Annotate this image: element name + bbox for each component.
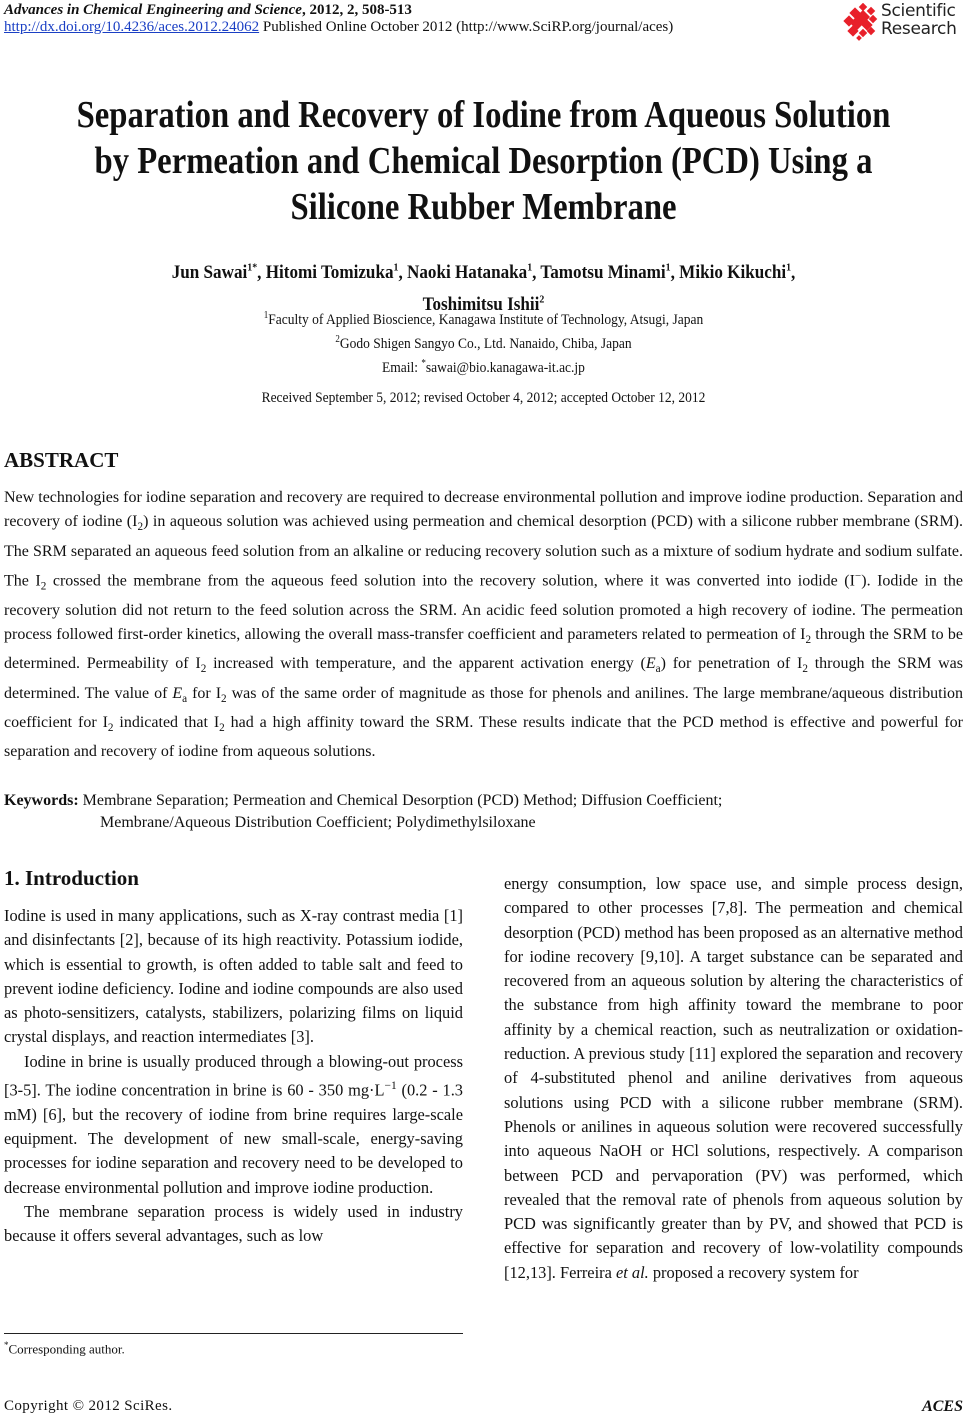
footnote-divider: [4, 1333, 463, 1334]
volume-info: , 2012, 2, 508-513: [301, 2, 412, 18]
keywords-line-1: Membrane Separation; Permeation and Chemical Desorption (PCD) Method; Diffusion Coefficient;: [78, 792, 723, 809]
affiliation-2: $^2$Godo Shigen Sangyo Co., Ltd. Nanaido, Chiba, Japan: [335, 334, 632, 352]
keywords: [4, 790, 722, 834]
author-list: Jun Sawai$^{1*}$, Hitomi Tomizuka$^1$, Naoki Hatanaka$^1$, Tamotsu Minami$^1$, Mikio Kikuchi$^1$, Toshimitsu Ishii$^2$: [171, 262, 796, 315]
doi-link[interactable]: http://dx.doi.org/10.4236/aces.2012.24062: [4, 19, 260, 35]
email-address[interactable]: sawai@bio.kanagawa-it.ac.jp: [425, 360, 585, 376]
intro-paragraph-2: Iodine in brine is usually produced through a blowing-out process [3-5]. The iodine concentration in brine is 60 - 350 $mg\cdot L^{-1}$ (0.2 - 1.3 mM) [6], but the recovery of iodine from brine requires large-scale equipment. The development of new small-scale, energy-saving processes for iodine separation and recovery need to be developed to decrease environmental pollution and improve iodine production.: [4, 1051, 463, 1197]
intro-paragraph-3: The membrane separation process is widely used in industry because it offers several advantages, such as low: [4, 1202, 463, 1246]
doi-line: [4, 19, 673, 36]
section-heading-introduction: 1. Introduction: [4, 866, 139, 890]
affiliations: [48, 306, 918, 378]
logo-text-research: Research: [881, 19, 957, 39]
intro-paragraph-3-continued: energy consumption, low space use, and simple process design, compared to other processes [7,8]. The permeation and chemical desorption (PCD) method has been proposed as an alternative method for iodine recovery [9,10]. A target substance can be separated and recovered from an aqueous solution by altering the characteristics of the substance from high affinity toward the membrane to poor affinity by a chemical reaction, such as neutralization or oxidation-reduction. A previous study [11] explored the separation and recovery of 4-substituted phenol and aniline derivatives from aqueous solutions using PCD with a silicone rubber membrane (SRM). Phenols or anilines in aqueous solution were recovered successfully into aqueous NaOH or HCl solutions, respectively. A comparison between PCD and pervaporation (PV) was performed, which revealed that the removal rate of phenols from aqueous solution by PCD was significantly greater than by PV, and showed that PCD is effective for separation and recovery of low-volatility compounds [12,13]. Ferreira et al. proposed a recovery system for: [504, 874, 963, 1282]
column-left: [4, 904, 463, 1249]
title-line-3: Silicone Rubber Membrane: [290, 186, 677, 228]
column-right: [504, 872, 963, 1285]
diamond-cluster-icon: [841, 3, 881, 41]
email-line: Email: *sawai@bio.kanagawa-it.ac.jp: [382, 358, 585, 376]
logo-diamond: [856, 35, 862, 41]
author: Tamotsu Minami$^1$: [540, 262, 671, 284]
published-online: Published Online October 2012 (http://www.SciRP.org/journal/aces): [259, 19, 674, 35]
keywords-label: Keywords:: [4, 792, 79, 809]
scientific-research-logo: [841, 0, 965, 42]
abstract-heading: ABSTRACT: [4, 448, 119, 472]
logo-diamond: [869, 15, 877, 23]
author: Hitomi Tomizuka$^1$: [265, 262, 399, 284]
journal-name: Advances in Chemical Engineering and Science: [4, 2, 302, 18]
received-dates: Received September 5, 2012; revised October 4, 2012; accepted October 12, 2012: [261, 390, 706, 406]
author: Jun Sawai$^{1*}$: [171, 262, 258, 284]
title-line-2: by Permeation and Chemical Desorption (PCD) Using a: [94, 140, 873, 182]
paper-title: [68, 92, 900, 230]
logo-diamond: [859, 29, 867, 37]
journal-abbreviation: ACES: [922, 1398, 963, 1415]
journal-citation: [4, 2, 412, 19]
affiliation-1: $^1$Faculty of Applied Bioscience, Kanagawa Institute of Technology, Atsugi, Japan: [263, 310, 704, 328]
logo-diamond: [867, 7, 875, 15]
abstract-body: New technologies for iodine separation and recovery are required to decrease environmental pollution and improve iodine production. Separation and recovery of iodine $(I_2)$ in aqueous solution was achieved using permeation and chemical desorption (PCD) with a silicone rubber membrane (SRM). The SRM separated an aqueous feed solution from an alkaline or reducing recovery solution such as a mixture of sodium hydrate and sodium sulfate. The $I_2$ crossed the membrane from the aqueous feed solution into the recovery solution, where it was converted into iodide (I−). Iodide in the recovery solution did not return to the feed solution across the SRM. An acidic feed solution promoted a high recovery of iodine. The permeation process followed first-order kinetics, allowing the overall mass-transfer coefficient and parameters related to permeation of $I_2$ through the SRM to be determined. Permeability of $I_2$ increased with temperature, and the apparent activation energy $(E_a)$ for penetration of $I_2$ through the SRM was determined. The value of $E_a$ for $I_2$ was of the same order of magnitude as those for phenols and anilines. The large membrane/aqueous distribution coefficient for $I_2$ indicated that $I_2$ had a high affinity toward the SRM. These results indicate that the PCD method is effective and powerful for separation and recovery of iodine from aqueous solutions.: [4, 489, 964, 761]
logo-text-scientific: Scientific: [881, 1, 956, 21]
author: Naoki Hatanaka$^1$: [407, 262, 533, 284]
keywords-line-2: Membrane/Aqueous Distribution Coefficient; Polydimethylsiloxane: [100, 814, 536, 831]
footnote: *Corresponding author.: [4, 1340, 125, 1357]
copyright: Copyright © 2012 SciRes.: [4, 1398, 173, 1414]
title-line-1: Separation and Recovery of Iodine from Aqueous Solution: [76, 94, 891, 136]
intro-paragraph-1: Iodine is used in many applications, such as X-ray contrast media [1] and disinfectants [2], because of its high reactivity. Potassium iodide, which is essential to growth, is often added to table salt and feed to prevent iodine deficiency. Iodine and iodine compounds are also used as photo-sensitizers, catalysts, stabilizers, polarizing films on liquid crystal displays, and reaction intermediates [3].: [4, 906, 463, 1047]
author: Toshimitsu Ishii$^2$: [422, 293, 545, 315]
author: Mikio Kikuchi$^1$: [679, 262, 792, 284]
